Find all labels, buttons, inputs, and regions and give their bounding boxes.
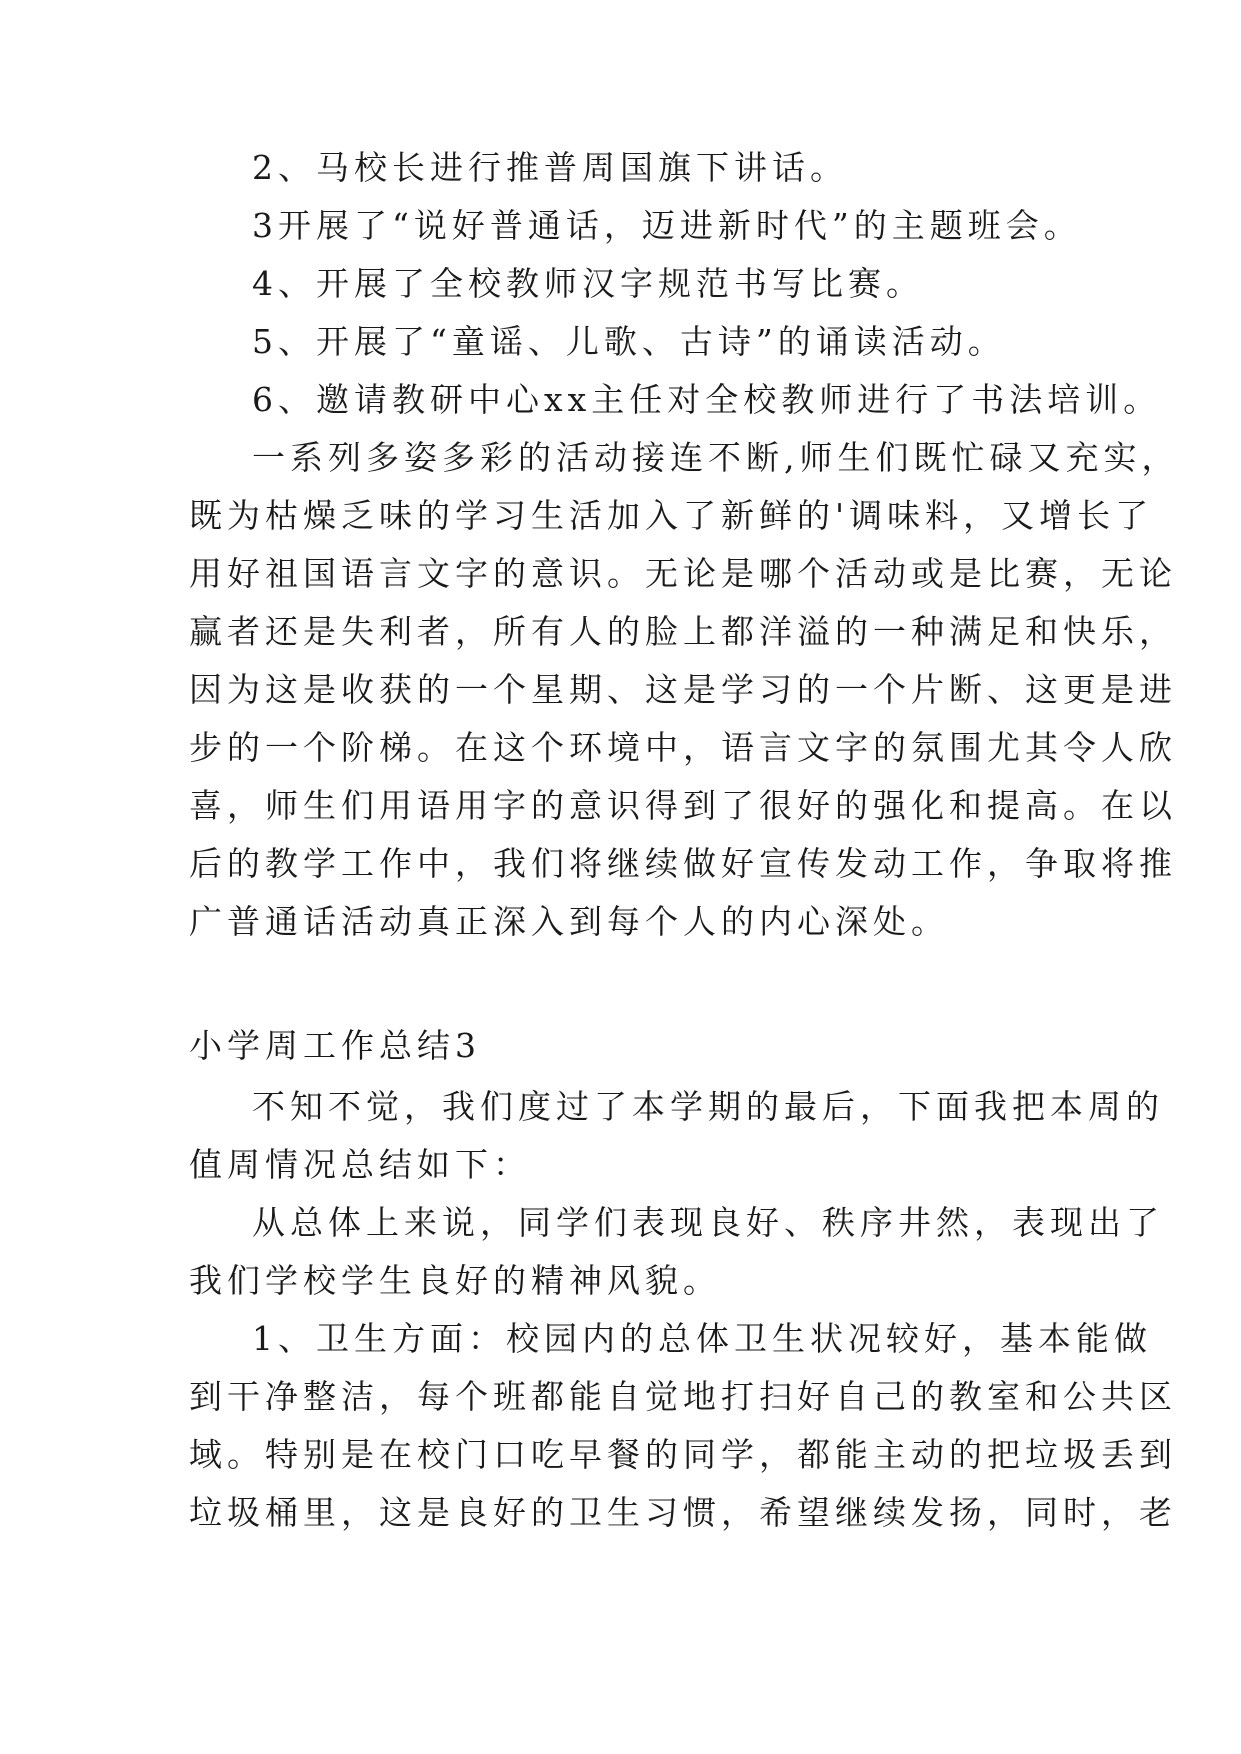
paragraph-line: 既为枯燥乏味的学习生活加入了新鲜的'调味料，又增长了	[189, 496, 1154, 535]
list-item: 6、邀请教研中心xx主任对全校教师进行了书法培训。	[252, 380, 1162, 419]
paragraph-line: 我们学校学生良好的精神风貌。	[189, 1261, 721, 1300]
paragraph-line: 广普通话活动真正深入到每个人的内心深处。	[189, 902, 949, 941]
paragraph-line: 步的一个阶梯。在这个环境中，语言文字的氛围尤其令人欣	[189, 728, 1177, 767]
list-item: 4、开展了全校教师汉字规范书写比赛。	[252, 264, 924, 303]
list-item: 5、开展了“童谣、儿歌、古诗”的诵读活动。	[252, 322, 1006, 361]
paragraph-line: 赢者还是失利者，所有人的脸上都洋溢的一种满足和快乐，	[189, 612, 1177, 651]
list-item: 2、马校长进行推普周国旗下讲话。	[252, 148, 848, 187]
paragraph-line: 从总体上来说，同学们表现良好、秩序井然，表现出了	[252, 1203, 1164, 1242]
section-title: 小学周工作总结3	[189, 1026, 481, 1065]
paragraph-line: 到干净整洁，每个班都能自觉地打扫好自己的教室和公共区	[189, 1377, 1177, 1416]
paragraph-line: 值周情况总结如下：	[189, 1145, 531, 1184]
paragraph-line: 垃圾桶里，这是良好的卫生习惯，希望继续发扬，同时，老	[189, 1493, 1177, 1532]
list-item: 3开展了“说好普通话，迈进新时代”的主题班会。	[252, 206, 1082, 245]
paragraph-line: 域。特别是在校门口吃早餐的同学，都能主动的把垃圾丢到	[189, 1435, 1177, 1474]
paragraph-line: 一系列多姿多彩的活动接连不断,师生们既忙碌又充实，	[252, 438, 1180, 477]
paragraph-line: 用好祖国语言文字的意识。无论是哪个活动或是比赛，无论	[189, 554, 1177, 593]
paragraph-line: 后的教学工作中，我们将继续做好宣传发动工作，争取将推	[189, 844, 1177, 883]
paragraph-line: 喜，师生们用语用字的意识得到了很好的强化和提高。在以	[189, 786, 1177, 825]
paragraph-line: 不知不觉，我们度过了本学期的最后，下面我把本周的	[252, 1087, 1164, 1126]
paragraph-line: 因为这是收获的一个星期、这是学习的一个片断、这更是进	[189, 670, 1177, 709]
paragraph-line: 1、卫生方面：校园内的总体卫生状况较好，基本能做	[252, 1319, 1152, 1358]
